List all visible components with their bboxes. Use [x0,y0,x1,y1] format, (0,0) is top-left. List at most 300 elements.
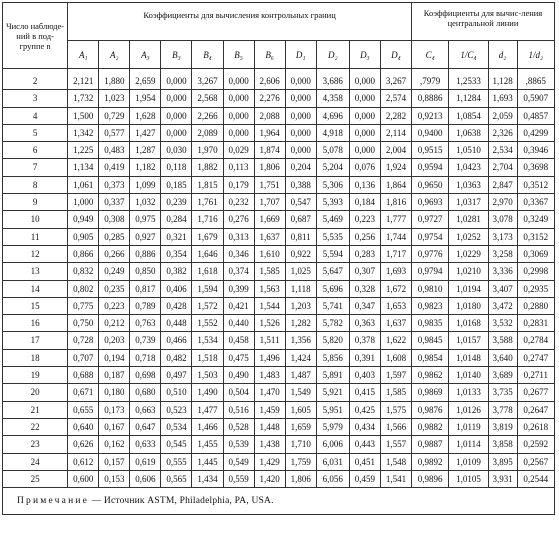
coefficient-cell: 1,128 [488,69,517,90]
subgroup-size-cell: 22 [3,418,68,435]
note-text: — Источник ASTM, Philadelphia, PA, USA. [89,496,274,507]
coefficient-cell: 0,000 [285,142,316,159]
coefficient-cell: 0,850 [130,263,161,280]
coefficient-cell: 0,337 [99,194,130,211]
coefficient-cell: 5,594 [316,245,349,262]
coefficient-cell: 0,3249 [517,211,554,228]
coefficient-cell: 1,438 [254,436,285,453]
coefficient-cell: 1,1284 [449,90,488,107]
table-row [3,367,555,384]
coefficient-cell: 0,9754 [412,228,449,245]
coefficient-cell: 0,2567 [517,453,554,470]
coefficient-cell: 0,9594 [412,159,449,176]
table-row [3,176,555,193]
coefficient-cell: 5,078 [316,142,349,159]
coefficient-cell: 0,565 [161,470,192,487]
coefficient-cell: 0,9794 [412,263,449,280]
coefficient-cell: 0,9776 [412,245,449,262]
coefficient-cell: 0,5907 [517,90,554,107]
coefficient-cell: 3,267 [192,69,223,90]
coefficient-cell: 0,516 [223,401,254,418]
coefficient-cell: 3,472 [488,297,517,314]
coefficient-cell: 0,180 [99,384,130,401]
coefficient-cell: 1,548 [380,453,411,470]
coefficient-cell: 0,184 [349,194,380,211]
coefficient-cell: 0,000 [161,69,192,90]
coefficient-cell: 1,646 [192,245,223,262]
subgroup-size-cell: 3 [3,90,68,107]
coefficient-cell: 6,031 [316,453,349,470]
table-row [3,159,555,176]
coefficient-cell: 2,004 [380,142,411,159]
coefficient-cell: 0,3069 [517,245,554,262]
coefficient-cell: 0,663 [130,401,161,418]
coefficient-cell: 5,696 [316,280,349,297]
coefficient-cell: 0,000 [223,69,254,90]
coefficient-cell: 0,167 [99,418,130,435]
coefficient-cell: 1,716 [192,211,223,228]
coefficient-cell: 0,817 [130,280,161,297]
coefficient-cell: 1,806 [254,159,285,176]
subgroup-size-cell: 16 [3,315,68,332]
header-row-groups [3,3,555,41]
coefficient-cell: 0,3698 [517,159,554,176]
coefficient-cell: 0,775 [68,297,99,314]
coefficient-cell: 3,819 [488,418,517,435]
coefficient-cell: 3,735 [488,384,517,401]
coefficient-cell: 0,619 [130,453,161,470]
coefficient-cell: 1,000 [68,194,99,211]
coefficient-cell: 0,9887 [412,436,449,453]
coefficient-header: D₃ [349,41,380,69]
coefficient-cell: 0,388 [285,176,316,193]
coefficient-cell: 0,789 [130,297,161,314]
coefficient-cell: 0,313 [223,228,254,245]
table-container [2,2,555,515]
coefficient-cell: 1,669 [254,211,285,228]
coefficient-cell: 3,173 [488,228,517,245]
coefficient-cell: 1,0133 [449,384,488,401]
coefficient-cell: 0,466 [161,332,192,349]
coefficient-cell: 1,816 [380,194,411,211]
coefficient-cell: 0,2880 [517,297,554,314]
coefficient-cell: 0,113 [223,159,254,176]
coefficient-cell: 0,680 [130,384,161,401]
coefficient-cell: 0,577 [99,124,130,141]
coefficient-cell: 0,354 [161,245,192,262]
coefficient-cell: 0,949 [68,211,99,228]
coefficient-header: B₄ [192,41,223,69]
coefficient-cell: 0,2998 [517,263,554,280]
coefficient-cell: 1,0423 [449,159,488,176]
coefficient-cell: 1,0854 [449,107,488,124]
coefficient-cell: 3,078 [488,211,517,228]
coefficient-cell: 3,532 [488,315,517,332]
coefficient-cell: 2,059 [488,107,517,124]
coefficient-cell: 0,718 [130,349,161,366]
coefficient-cell: 0,905 [68,228,99,245]
coefficient-cell: 0,459 [349,470,380,487]
coefficient-cell: 3,588 [488,332,517,349]
coefficient-cell: 0,403 [349,367,380,384]
coefficient-cell: 1,0510 [449,142,488,159]
coefficient-cell: 0,448 [161,315,192,332]
coefficient-cell: 3,407 [488,280,517,297]
header-row-coefficients [3,41,555,69]
table-row [3,436,555,453]
coefficient-cell: 0,559 [223,470,254,487]
subgroup-size-cell: 12 [3,245,68,262]
coefficient-cell: 0,547 [285,194,316,211]
coefficient-cell: 0,2935 [517,280,554,297]
coefficient-cell: 0,482 [161,349,192,366]
coefficient-cell: 0,285 [99,228,130,245]
coefficient-cell: 0,266 [99,245,130,262]
coefficient-cell: 0,425 [349,401,380,418]
coefficient-cell: 1,0140 [449,367,488,384]
coefficient-cell: 0,9882 [412,418,449,435]
coefficient-cell: 2,326 [488,124,517,141]
coefficient-cell: 0,428 [161,297,192,314]
coefficient-cell: 1,707 [254,194,285,211]
coefficient-cell: 1,225 [68,142,99,159]
coefficient-cell: 0,534 [161,418,192,435]
coefficient-cell: 0,539 [223,436,254,453]
coefficient-cell: 5,306 [316,176,349,193]
coefficient-cell: 0,9810 [412,280,449,297]
coefficient-header: B₅ [223,41,254,69]
table-row [3,142,555,159]
coefficient-cell: 1,679 [192,228,223,245]
coefficient-cell: 1,970 [192,142,223,159]
subgroup-size-cell: 24 [3,453,68,470]
coefficient-cell: 1,0180 [449,297,488,314]
coefficient-cell: 0,8886 [412,90,449,107]
coefficient-cell: 1,0126 [449,401,488,418]
coefficient-cell: 0,2784 [517,332,554,349]
coefficient-cell: 1,572 [192,297,223,314]
coefficient-cell: 0,076 [349,159,380,176]
coefficient-cell: 0,2647 [517,401,554,418]
coefficient-cell: 1,806 [285,470,316,487]
coefficient-cell: 0,9896 [412,470,449,487]
coefficient-header: B₃ [161,41,192,69]
coefficient-cell: 0,687 [285,211,316,228]
table-row [3,453,555,470]
coefficient-cell: 0,347 [349,297,380,314]
table-row [3,418,555,435]
coefficient-cell: 1,477 [192,401,223,418]
coefficient-cell: 1,483 [254,367,285,384]
coefficient-cell: 0,9876 [412,401,449,418]
coefficient-cell: 0,373 [99,176,130,193]
coefficient-cell: 1,0252 [449,228,488,245]
coefficient-cell: 0,239 [161,194,192,211]
coefficient-cell: 1,118 [285,280,316,297]
coefficient-cell: 1,0105 [449,470,488,487]
coefficient-cell: 1,880 [99,69,130,90]
coefficient-cell: 1,203 [285,297,316,314]
coefficient-header: B₆ [254,41,285,69]
table-row [3,107,555,124]
coefficient-cell: 0,363 [349,315,380,332]
coefficient-cell: 1,710 [285,436,316,453]
coefficient-cell: 3,336 [488,263,517,280]
coefficient-cell: 1,0210 [449,263,488,280]
coefficient-cell: 0,421 [223,297,254,314]
coefficient-cell: 0,545 [161,436,192,453]
coefficient-header: A₂ [99,41,130,69]
coefficient-cell: 0,308 [99,211,130,228]
coefficient-cell: 0,378 [349,332,380,349]
coefficient-cell: 1,744 [380,228,411,245]
coefficient-cell: 2,276 [254,90,285,107]
coefficient-cell: 1,594 [192,280,223,297]
coefficient-cell: 0,3152 [517,228,554,245]
table-row [3,315,555,332]
subgroup-size-cell: 14 [3,280,68,297]
coefficient-cell: 0,374 [223,263,254,280]
subgroup-size-cell: 8 [3,176,68,193]
coefficient-cell: 0,153 [99,470,130,487]
coefficient-cell: 5,979 [316,418,349,435]
coefficient-cell: 0,510 [161,384,192,401]
coefficient-cell: 1,924 [380,159,411,176]
coefficient-cell: 0,000 [285,69,316,90]
coefficient-cell: 1,563 [254,280,285,297]
coefficient-cell: 1,585 [380,384,411,401]
coefficient-cell: 0,203 [99,332,130,349]
coefficient-cell: 0,4299 [517,124,554,141]
coefficient-cell: 0,000 [223,90,254,107]
coefficient-cell: 5,393 [316,194,349,211]
table-row [3,349,555,366]
coefficient-cell: 0,3512 [517,176,554,193]
coefficient-cell: 1,496 [254,349,285,366]
coefficient-cell: 0,688 [68,367,99,384]
coefficient-cell: 2,606 [254,69,285,90]
subgroup-size-cell: 25 [3,470,68,487]
coefficient-cell: 1,356 [285,332,316,349]
coefficient-cell: 0,283 [349,245,380,262]
coefficient-cell: 0,451 [349,453,380,470]
coefficient-cell: 1,466 [192,418,223,435]
coefficient-cell: 0,9693 [412,194,449,211]
coefficient-cell: 1,552 [192,315,223,332]
coefficient-cell: 1,282 [285,315,316,332]
coefficient-cell: 6,056 [316,470,349,487]
coefficient-cell: 0,633 [130,436,161,453]
coefficient-cell: 1,134 [68,159,99,176]
coefficient-cell: 0,9845 [412,332,449,349]
coefficient-cell: 0,179 [223,176,254,193]
coefficient-cell: 1,659 [285,418,316,435]
coefficient-cell: 0,382 [161,263,192,280]
coefficient-cell: 5,469 [316,211,349,228]
coefficient-cell: 1,287 [130,142,161,159]
coefficient-cell: 1,459 [254,401,285,418]
coefficient-cell: 1,0114 [449,436,488,453]
coefficient-cell: 0,3946 [517,142,554,159]
coefficient-cell: 0,9727 [412,211,449,228]
coefficient-cell: 0,118 [161,159,192,176]
coefficient-cell: 1,455 [192,436,223,453]
coefficient-cell: 0,399 [223,280,254,297]
coefficient-cell: 0,612 [68,453,99,470]
coefficient-cell: 0,030 [161,142,192,159]
coefficient-cell: 5,921 [316,384,349,401]
coefficient-cell: 1,608 [380,349,411,366]
coefficient-cell: 5,782 [316,315,349,332]
coefficient-cell: 0,802 [68,280,99,297]
coefficient-cell: 0,9835 [412,315,449,332]
table-row [3,401,555,418]
coefficient-cell: 3,778 [488,401,517,418]
coefficient-cell: 2,847 [488,176,517,193]
table-row [3,263,555,280]
coefficient-cell: 1,511 [254,332,285,349]
subgroup-size-cell: 6 [3,142,68,159]
coefficient-cell: 0,000 [349,69,380,90]
coefficient-cell: 1,0168 [449,315,488,332]
coefficient-header: D₁ [285,41,316,69]
n-column-header: Число наблюде-ний в под-группе n [3,3,68,69]
coefficient-cell: 0,2747 [517,349,554,366]
coefficient-cell: 0,000 [349,107,380,124]
coefficient-cell: 1,490 [192,384,223,401]
table-row [3,194,555,211]
coefficient-cell: 0,000 [349,90,380,107]
coefficient-cell: 1,448 [254,418,285,435]
coefficient-cell: 1,610 [254,245,285,262]
coefficient-cell: 1,597 [380,367,411,384]
coefficient-cell: 1,503 [192,367,223,384]
coefficient-cell: 0,204 [285,159,316,176]
coefficient-cell: 1,342 [68,124,99,141]
coefficient-cell: 0,000 [161,124,192,141]
coefficient-cell: 0,2677 [517,384,554,401]
source-note [3,488,555,515]
coefficient-cell: 3,267 [380,69,411,90]
coefficient-cell: 5,951 [316,401,349,418]
coefficient-cell: 4,918 [316,124,349,141]
coefficient-cell: 0,000 [223,107,254,124]
coefficient-cell: 1,964 [254,124,285,141]
coefficient-cell: 1,693 [380,263,411,280]
coefficient-cell: 1,815 [192,176,223,193]
coefficient-cell: 2,574 [380,90,411,107]
coefficient-cell: 0,029 [223,142,254,159]
coefficient-cell: 1,864 [380,176,411,193]
coefficient-cell: 0,223 [99,297,130,314]
coefficient-cell: 0,975 [130,211,161,228]
subgroup-size-cell: 4 [3,107,68,124]
coefficient-cell: 1,061 [68,176,99,193]
coefficient-cell: 0,655 [68,401,99,418]
coefficient-cell: 1,882 [192,159,223,176]
coefficient-cell: 1,954 [130,90,161,107]
table-row [3,69,555,90]
coefficient-cell: ,8865 [517,69,554,90]
coefficient-cell: 0,549 [223,453,254,470]
coefficient-cell: 0,490 [223,367,254,384]
coefficient-cell: 1,0281 [449,211,488,228]
coefficient-cell: 2,121 [68,69,99,90]
coefficient-cell: 3,858 [488,436,517,453]
coefficient-cell: 0,000 [349,124,380,141]
coefficient-cell: 0,927 [130,228,161,245]
coefficient-cell: 4,358 [316,90,349,107]
coefficient-cell: 1,0194 [449,280,488,297]
coefficient-cell: 1,427 [130,124,161,141]
coefficient-cell: 1,672 [380,280,411,297]
coefficient-cell: 1,434 [192,470,223,487]
coefficient-cell: 0,523 [161,401,192,418]
coefficient-cell: 5,741 [316,297,349,314]
coefficient-cell: 1,0148 [449,349,488,366]
coefficient-cell: 2,659 [130,69,161,90]
coefficient-cell: 5,891 [316,367,349,384]
coefficient-cell: 5,856 [316,349,349,366]
coefficient-header: A₃ [130,41,161,69]
coefficient-cell: 1,541 [380,470,411,487]
coefficient-cell: 1,874 [254,142,285,159]
coefficient-cell: 1,0638 [449,124,488,141]
coefficient-cell: 1,470 [254,384,285,401]
coefficient-cell: 0,626 [68,436,99,453]
coefficient-cell: 0,000 [223,124,254,141]
coefficient-cell: 0,528 [223,418,254,435]
coefficient-cell: 0,9892 [412,453,449,470]
coefficient-cell: 0,9515 [412,142,449,159]
coefficient-cell: 5,647 [316,263,349,280]
coefficient-cell: 1,544 [254,297,285,314]
coefficient-cell: 0,458 [223,332,254,349]
coefficient-cell: 1,566 [380,418,411,435]
coefficient-cell: 1,487 [285,367,316,384]
coefficient-cell: 3,931 [488,470,517,487]
coefficient-cell: 0,9869 [412,384,449,401]
note-row [3,488,555,515]
coefficient-header: D₄ [380,41,411,69]
coefficient-cell: 0,419 [99,159,130,176]
coefficient-cell: 0,136 [349,176,380,193]
coefficient-cell: 0,922 [285,245,316,262]
coefficient-cell: 0,475 [223,349,254,366]
coefficient-cell: 0,707 [68,349,99,366]
table-row [3,211,555,228]
subgroup-size-cell: 23 [3,436,68,453]
coefficient-cell: 0,212 [99,315,130,332]
coefficient-cell: 0,555 [161,453,192,470]
coefficient-cell: 3,640 [488,349,517,366]
coefficient-cell: 0,729 [99,107,130,124]
coefficient-cell: 0,2544 [517,470,554,487]
center-line-group-header: Коэффициенты для вычис-ления центральной линии [412,3,555,41]
coefficient-cell: 0,232 [223,194,254,211]
coefficient-cell: 0,3367 [517,194,554,211]
coefficient-cell: 0,321 [161,228,192,245]
table-row [3,280,555,297]
coefficient-cell: 1,099 [130,176,161,193]
coefficient-cell: 0,640 [68,418,99,435]
coefficient-cell: 0,606 [130,470,161,487]
control-chart-coefficients-table [2,2,555,515]
coefficient-cell: ,7979 [412,69,449,90]
coefficient-cell: 1,429 [254,453,285,470]
subgroup-size-cell: 18 [3,349,68,366]
coefficient-cell: 2,089 [192,124,223,141]
